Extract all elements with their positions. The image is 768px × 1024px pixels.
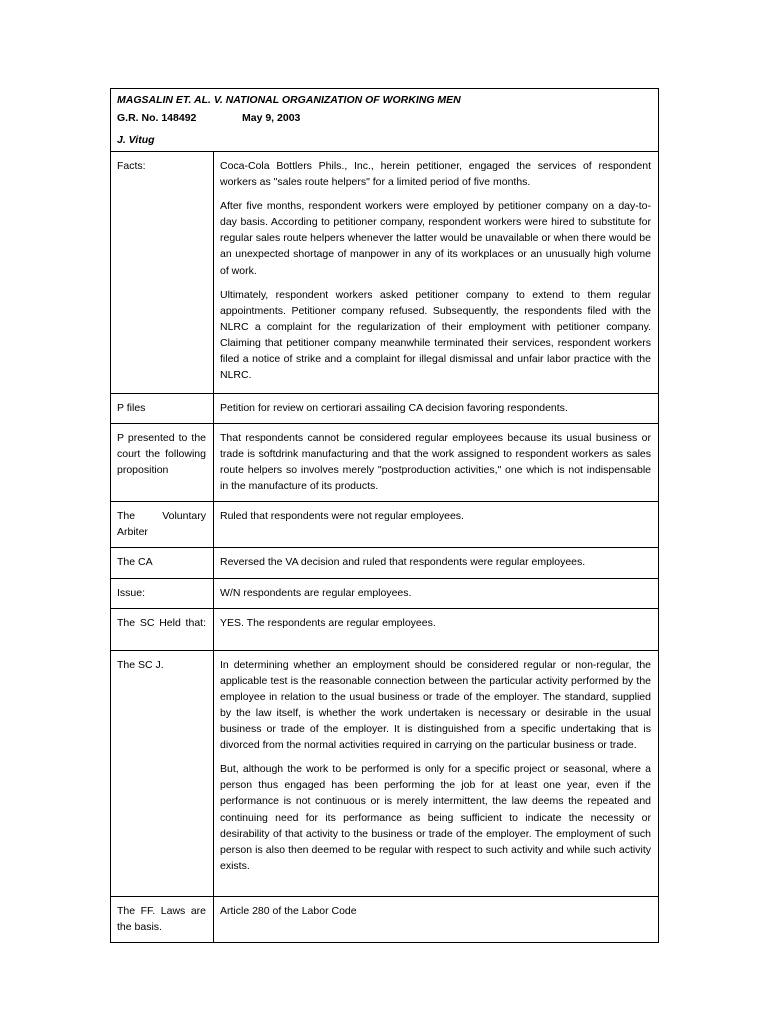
decision-date: May 9, 2003 bbox=[242, 112, 301, 124]
row-label-voluntary-arbiter: The Voluntary Arbiter bbox=[111, 502, 214, 548]
row-label-sc-j: The SC J. bbox=[111, 650, 214, 896]
ponente: J. Vitug bbox=[117, 134, 155, 146]
table-row bbox=[111, 896, 659, 942]
row-content-issue: W/N respondents are regular employees. bbox=[214, 578, 659, 608]
table-row bbox=[111, 548, 659, 578]
table-row bbox=[111, 394, 659, 424]
row-content-proposition: That respondents cannot be considered regular employees because its usual business or trade is softdrink manufacturing and that the work assigned to respondent workers as sales route helpers so involves merely "postproduction activities," one which is not indispensable in the manufacture of its products. bbox=[214, 424, 659, 502]
case-title: MAGSALIN ET. AL. V. NATIONAL ORGANIZATION OF WORKING MEN bbox=[117, 94, 461, 106]
ruling-paragraph: But, although the work to be performed is only for a specific project or seasonal, where a person thus engaged has been performing the job for at least one year, even if the performance is not continuous or is merely intermittent, the law deems the repeated and continuing need for its performance as being sufficient to indicate the necessity or desirability of that activity to the business or trade of the employer. The employment of such person is also then deemed to be regular with respect to such activity and while such activity exists. bbox=[220, 763, 651, 872]
row-content-facts bbox=[214, 152, 659, 394]
ruling-paragraph: In determining whether an employment should be considered regular or non-regular, the applicable test is the reasonable connection between the particular activity performed by the employee in relation to the usual business or trade of the employer. The standard, supplied by the law itself, is whether the work undertaken is necessary or desirable in the usual business or trade of the employer. It is distinguished from a specific undertaking that is divorced from the normal activities required in carrying on the particular business or trade. bbox=[220, 658, 651, 752]
case-digest-table bbox=[110, 88, 659, 943]
row-content-voluntary-arbiter: Ruled that respondents were not regular employees. bbox=[214, 502, 659, 548]
row-content-laws: Article 280 of the Labor Code bbox=[214, 896, 659, 942]
row-content-ca: Reversed the VA decision and ruled that respondents were regular employees. bbox=[214, 548, 659, 578]
row-label-proposition: P presented to the court the following proposition bbox=[111, 424, 214, 502]
case-digest-page bbox=[110, 88, 659, 943]
case-reference bbox=[117, 111, 652, 133]
facts-paragraph: After five months, respondent workers were employed by petitioner company on a day-to-day basis. According to petitioner company, respondent workers were hired to substitute for regular sales route helpers whenever the latter would be unavailable or when there would be an unexpected shortage of manpower in any of its workplaces or an unusually high volume of work. bbox=[220, 200, 651, 277]
row-label-ca: The CA bbox=[111, 548, 214, 578]
row-label-facts: Facts: bbox=[111, 152, 214, 394]
row-content-p-files: Petition for review on certiorari assailing CA decision favoring respondents. bbox=[214, 394, 659, 424]
row-content-sc-j bbox=[214, 650, 659, 896]
table-row bbox=[111, 502, 659, 548]
facts-paragraph: Ultimately, respondent workers asked petitioner company to extend to them regular appointments. Petitioner company refused. Subsequently, the respondents filed with the NLRC a complaint for the regularization of their employment with petitioner company. Claiming that petitioner company meanwhile terminated their services, respondent workers filed a notice of strike and a complaint for illegal dismissal and unfair labor practice with the NLRC. bbox=[220, 288, 651, 382]
gr-number: G.R. No. 148492 bbox=[117, 112, 197, 124]
case-header bbox=[111, 89, 659, 152]
row-label-sc-held: The SC Held that: bbox=[111, 608, 214, 650]
row-content-sc-held: YES. The respondents are regular employees. bbox=[214, 608, 659, 650]
table-row bbox=[111, 152, 659, 394]
table-row bbox=[111, 424, 659, 502]
table-row bbox=[111, 608, 659, 650]
facts-paragraph: Coca-Cola Bottlers Phils., Inc., herein petitioner, engaged the services of respondent workers as "sales route helpers" for a limited period of five months. bbox=[220, 160, 651, 189]
case-header-row bbox=[111, 89, 659, 152]
row-label-issue: Issue: bbox=[111, 578, 214, 608]
row-label-p-files: P files bbox=[111, 394, 214, 424]
row-label-laws: The FF. Laws are the basis. bbox=[111, 896, 214, 942]
table-row bbox=[111, 578, 659, 608]
table-row bbox=[111, 650, 659, 896]
